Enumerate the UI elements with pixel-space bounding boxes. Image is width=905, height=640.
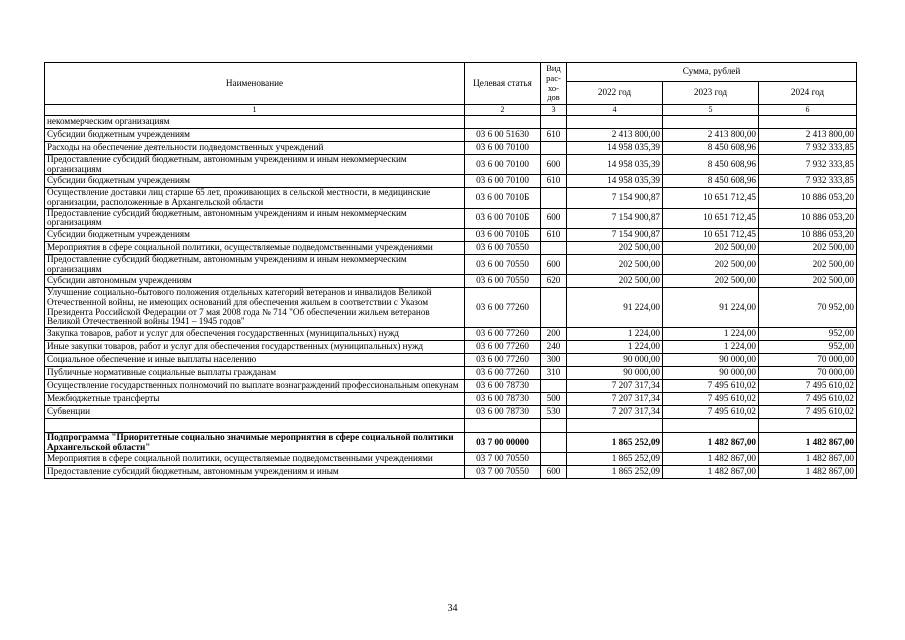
row-2024: 10 886 053,20 (759, 228, 857, 241)
row-vid: 600 (541, 466, 567, 479)
row-name: Предоставление субсидий бюджетным, автономным учреждениям и иным некоммерческим организациям (45, 155, 465, 175)
row-2022: 1 865 252,09 (567, 453, 663, 466)
header-sum: Сумма, рублей (567, 63, 857, 82)
row-name: Субсидии бюджетным учреждениям (45, 228, 465, 241)
row-vid: 300 (541, 353, 567, 366)
row-code: 03 6 00 70100 (465, 142, 541, 155)
row-code: 03 7 00 00000 (465, 432, 541, 452)
row-2022: 7 207 317,34 (567, 405, 663, 418)
row-code: 03 6 00 7010Б (465, 228, 541, 241)
row-vid: 530 (541, 405, 567, 418)
row-2022: 14 958 035,39 (567, 175, 663, 188)
row-vid: 610 (541, 175, 567, 188)
row-2023: 90 000,00 (663, 366, 759, 379)
row-code (465, 418, 541, 432)
row-code: 03 6 00 51630 (465, 129, 541, 142)
row-name: Социальное обеспечение и иные выплаты населению (45, 353, 465, 366)
row-2022: 7 154 900,87 (567, 188, 663, 208)
row-2023: 1 224,00 (663, 327, 759, 340)
row-name: Расходы на обеспечение деятельности подведомственных учреждений (45, 142, 465, 155)
row-2024: 7 495 610,02 (759, 379, 857, 392)
table-row (45, 275, 857, 288)
row-vid: 600 (541, 254, 567, 274)
row-2022: 90 000,00 (567, 366, 663, 379)
row-vid (541, 188, 567, 208)
row-name: Закупка товаров, работ и услуг для обеспечения государственных (муниципальных) нужд (45, 327, 465, 340)
row-name: Субвенции (45, 405, 465, 418)
table-row (45, 379, 857, 392)
row-vid: 500 (541, 392, 567, 405)
row-name: некоммерческим организациям (45, 116, 465, 129)
row-code: 03 7 00 70550 (465, 466, 541, 479)
row-vid: 610 (541, 129, 567, 142)
row-vid (541, 379, 567, 392)
header-name: Наименование (45, 63, 465, 105)
row-2023: 10 651 712,45 (663, 188, 759, 208)
table-row (45, 175, 857, 188)
row-name: Предоставление субсидий бюджетным, автономным учреждениям и иным некоммерческим организациям (45, 208, 465, 228)
row-code: 03 6 00 7010Б (465, 188, 541, 208)
row-2024 (759, 116, 857, 129)
table-row (45, 418, 857, 432)
table-row (45, 353, 857, 366)
row-2022: 14 958 035,39 (567, 155, 663, 175)
table-row (45, 241, 857, 254)
row-code: 03 6 00 70550 (465, 241, 541, 254)
row-2022: 1 865 252,09 (567, 432, 663, 452)
page-number: 34 (447, 603, 458, 614)
header-2024: 2024 год (759, 82, 857, 105)
table-row (45, 466, 857, 479)
row-2023: 202 500,00 (663, 275, 759, 288)
table-row (45, 116, 857, 129)
table-row (45, 366, 857, 379)
row-2023: 91 224,00 (663, 288, 759, 328)
row-2022: 2 413 800,00 (567, 129, 663, 142)
row-2023: 8 450 608,96 (663, 155, 759, 175)
row-2022: 91 224,00 (567, 288, 663, 328)
row-2024: 7 495 610,02 (759, 405, 857, 418)
row-name: Мероприятия в сфере социальной политики, осуществляемые подведомственными учреждениями (45, 453, 465, 466)
row-2023: 1 224,00 (663, 340, 759, 353)
row-2024: 7 495 610,02 (759, 392, 857, 405)
row-vid: 240 (541, 340, 567, 353)
row-name: Предоставление субсидий бюджетным, автономным учреждениям и иным некоммерческим организациям (45, 254, 465, 274)
table-row (45, 254, 857, 274)
row-2024: 10 886 053,20 (759, 188, 857, 208)
row-code: 03 6 00 78730 (465, 379, 541, 392)
row-name: Улучшение социально-бытового положения отдельных категорий ветеранов и инвалидов Великой Отечественной войны, не имеющих оснований для обеспечения жильем в соответствии с Указом Президента Российской Федерации от 7 мая 2008 года № 714 "Об обеспечении жильем ветеранов Великой Отечественной войны 1941 – 1945 годов" (45, 288, 465, 328)
header-2023: 2023 год (663, 82, 759, 105)
row-code: 03 6 00 77260 (465, 288, 541, 328)
row-name: Иные закупки товаров, работ и услуг для обеспечения государственных (муниципальных) нужд (45, 340, 465, 353)
row-2022: 202 500,00 (567, 241, 663, 254)
header-vid: Вид рас-хо-дов (541, 63, 567, 105)
column-number: 6 (759, 105, 857, 116)
row-name: Подпрограмма "Приоритетные социально значимые мероприятия в сфере социальной политики Архангельской области" (45, 432, 465, 452)
column-number: 5 (663, 105, 759, 116)
row-2023 (663, 116, 759, 129)
table-row (45, 142, 857, 155)
row-2022: 202 500,00 (567, 275, 663, 288)
column-number: 2 (465, 105, 541, 116)
row-vid: 610 (541, 228, 567, 241)
table-row (45, 208, 857, 228)
row-vid (541, 142, 567, 155)
row-name: Осуществление государственных полномочий по выплате вознаграждений профессиональным опекунам (45, 379, 465, 392)
row-2023: 8 450 608,96 (663, 142, 759, 155)
row-code: 03 6 00 77260 (465, 340, 541, 353)
row-2024: 10 886 053,20 (759, 208, 857, 228)
table-row (45, 327, 857, 340)
row-2023: 202 500,00 (663, 254, 759, 274)
row-name: Публичные нормативные социальные выплаты гражданам (45, 366, 465, 379)
table-row (45, 432, 857, 452)
row-2024: 1 482 867,00 (759, 453, 857, 466)
row-name (45, 418, 465, 432)
row-2024: 1 482 867,00 (759, 466, 857, 479)
row-name: Субсидии бюджетным учреждениям (45, 129, 465, 142)
row-vid (541, 418, 567, 432)
row-2022: 7 207 317,34 (567, 392, 663, 405)
row-2023: 202 500,00 (663, 241, 759, 254)
row-code: 03 6 00 77260 (465, 327, 541, 340)
row-2023: 8 450 608,96 (663, 175, 759, 188)
row-2022: 202 500,00 (567, 254, 663, 274)
row-vid: 600 (541, 155, 567, 175)
row-vid: 310 (541, 366, 567, 379)
row-2024: 70 952,00 (759, 288, 857, 328)
table-row (45, 392, 857, 405)
row-2024: 7 932 333,85 (759, 155, 857, 175)
row-code: 03 6 00 70550 (465, 275, 541, 288)
row-name: Субсидии автономным учреждениям (45, 275, 465, 288)
row-2023: 7 495 610,02 (663, 379, 759, 392)
row-2022: 1 224,00 (567, 340, 663, 353)
row-vid (541, 453, 567, 466)
row-code: 03 6 00 77260 (465, 366, 541, 379)
row-2023: 1 482 867,00 (663, 432, 759, 452)
row-2023: 2 413 800,00 (663, 129, 759, 142)
row-vid (541, 288, 567, 328)
table-row (45, 129, 857, 142)
row-2024: 70 000,00 (759, 353, 857, 366)
row-2022: 14 958 035,39 (567, 142, 663, 155)
column-number: 1 (45, 105, 465, 116)
row-2022: 7 154 900,87 (567, 228, 663, 241)
row-2023: 90 000,00 (663, 353, 759, 366)
row-2024 (759, 418, 857, 432)
row-2024: 2 413 800,00 (759, 129, 857, 142)
header-2022: 2022 год (567, 82, 663, 105)
row-code (465, 116, 541, 129)
row-vid: 600 (541, 208, 567, 228)
row-2024: 202 500,00 (759, 241, 857, 254)
row-2022: 1 224,00 (567, 327, 663, 340)
row-2024: 952,00 (759, 327, 857, 340)
row-2022 (567, 116, 663, 129)
row-2023: 10 651 712,45 (663, 208, 759, 228)
table-row (45, 340, 857, 353)
row-2022: 1 865 252,09 (567, 466, 663, 479)
row-2023: 7 495 610,02 (663, 405, 759, 418)
row-name: Осуществление доставки лиц старше 65 лет, проживающих в сельской местности, в медицинские организации, расположенные в Архангельской области (45, 188, 465, 208)
table-row (45, 188, 857, 208)
row-2024: 7 932 333,85 (759, 142, 857, 155)
row-vid: 620 (541, 275, 567, 288)
table-row (45, 288, 857, 328)
table-row (45, 453, 857, 466)
row-code: 03 6 00 70100 (465, 175, 541, 188)
row-vid: 200 (541, 327, 567, 340)
row-name: Мероприятия в сфере социальной политики, осуществляемые подведомственными учреждениями (45, 241, 465, 254)
budget-table (44, 62, 857, 479)
row-2023: 1 482 867,00 (663, 453, 759, 466)
row-name: Субсидии бюджетным учреждениям (45, 175, 465, 188)
row-2023: 10 651 712,45 (663, 228, 759, 241)
row-2024: 7 932 333,85 (759, 175, 857, 188)
row-vid (541, 116, 567, 129)
row-2024: 70 000,00 (759, 366, 857, 379)
row-name: Межбюджетные трансферты (45, 392, 465, 405)
row-2022: 7 154 900,87 (567, 208, 663, 228)
table-row (45, 155, 857, 175)
column-number: 3 (541, 105, 567, 116)
row-2022 (567, 418, 663, 432)
row-code: 03 6 00 70550 (465, 254, 541, 274)
row-2024: 1 482 867,00 (759, 432, 857, 452)
row-code: 03 6 00 78730 (465, 392, 541, 405)
column-numbers-row (45, 105, 857, 116)
table-row (45, 405, 857, 418)
column-number: 4 (567, 105, 663, 116)
row-2023: 7 495 610,02 (663, 392, 759, 405)
row-2023 (663, 418, 759, 432)
row-2024: 202 500,00 (759, 275, 857, 288)
row-2024: 202 500,00 (759, 254, 857, 274)
row-2022: 90 000,00 (567, 353, 663, 366)
row-vid (541, 432, 567, 452)
row-name: Предоставление субсидий бюджетным, автономным учреждениям и иным (45, 466, 465, 479)
row-2022: 7 207 317,34 (567, 379, 663, 392)
row-code: 03 6 00 78730 (465, 405, 541, 418)
table-row (45, 228, 857, 241)
row-code: 03 6 00 7010Б (465, 208, 541, 228)
header-code: Целевая статья (465, 63, 541, 105)
row-2024: 952,00 (759, 340, 857, 353)
row-code: 03 6 00 77260 (465, 353, 541, 366)
row-vid (541, 241, 567, 254)
row-2023: 1 482 867,00 (663, 466, 759, 479)
row-code: 03 6 00 70100 (465, 155, 541, 175)
row-code: 03 7 00 70550 (465, 453, 541, 466)
